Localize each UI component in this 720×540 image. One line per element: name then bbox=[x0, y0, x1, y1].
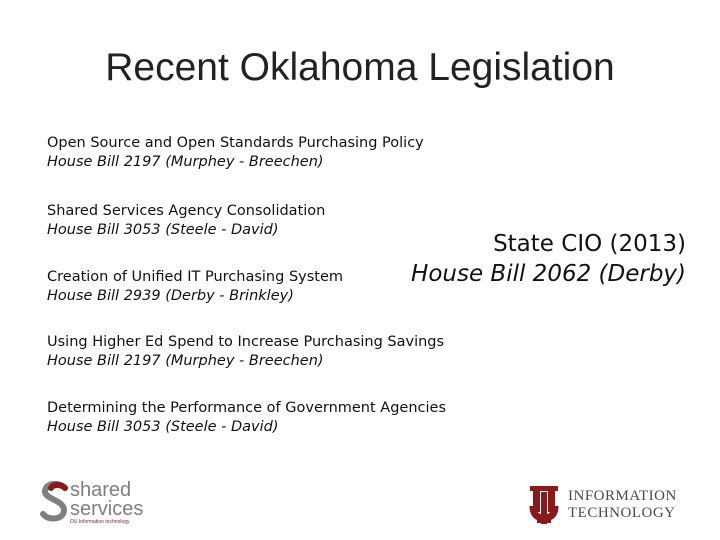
legislation-bill: House Bill 3053 (Steele - David) bbox=[47, 419, 279, 435]
legislation-item bbox=[47, 202, 325, 240]
shared-services-sub: OU Information technology bbox=[70, 519, 130, 525]
legislation-item bbox=[47, 399, 446, 437]
shared-services-logo bbox=[40, 480, 160, 526]
legislation-bill: House Bill 2197 (Murphey - Breechen) bbox=[47, 353, 324, 369]
legislation-item bbox=[47, 268, 343, 306]
shared-services-s-icon bbox=[40, 480, 70, 524]
legislation-name: Creation of Unified IT Purchasing System bbox=[47, 269, 344, 285]
state-cio-bill: House Bill 2062 (Derby) bbox=[411, 261, 686, 287]
legislation-bill: House Bill 3053 (Steele - David) bbox=[47, 222, 279, 238]
legislation-bill: House Bill 2939 (Derby - Brinkley) bbox=[47, 288, 294, 304]
ou-it-logo bbox=[528, 484, 688, 526]
legislation-item bbox=[47, 134, 424, 172]
ou-interlock-icon bbox=[528, 484, 560, 524]
ou-it-line1: INFORMATION bbox=[568, 488, 677, 504]
shared-services-line2: services bbox=[70, 498, 144, 520]
shared-services-line1: shared bbox=[70, 479, 132, 501]
state-cio-title: State CIO (2013) bbox=[493, 231, 686, 257]
legislation-bill: House Bill 2197 (Murphey - Breechen) bbox=[47, 154, 324, 170]
legislation-name: Shared Services Agency Consolidation bbox=[47, 203, 326, 219]
slide-title: Recent Oklahoma Legislation bbox=[105, 46, 615, 89]
legislation-name: Open Source and Open Standards Purchasing Policy bbox=[47, 135, 424, 151]
state-cio-callout bbox=[411, 229, 686, 289]
legislation-item bbox=[47, 333, 444, 371]
legislation-name: Using Higher Ed Spend to Increase Purchasing Savings bbox=[47, 334, 445, 350]
legislation-name: Determining the Performance of Government Agencies bbox=[47, 400, 447, 416]
ou-it-wordmark bbox=[568, 488, 677, 522]
ou-it-line2: TECHNOLOGY bbox=[568, 505, 676, 521]
